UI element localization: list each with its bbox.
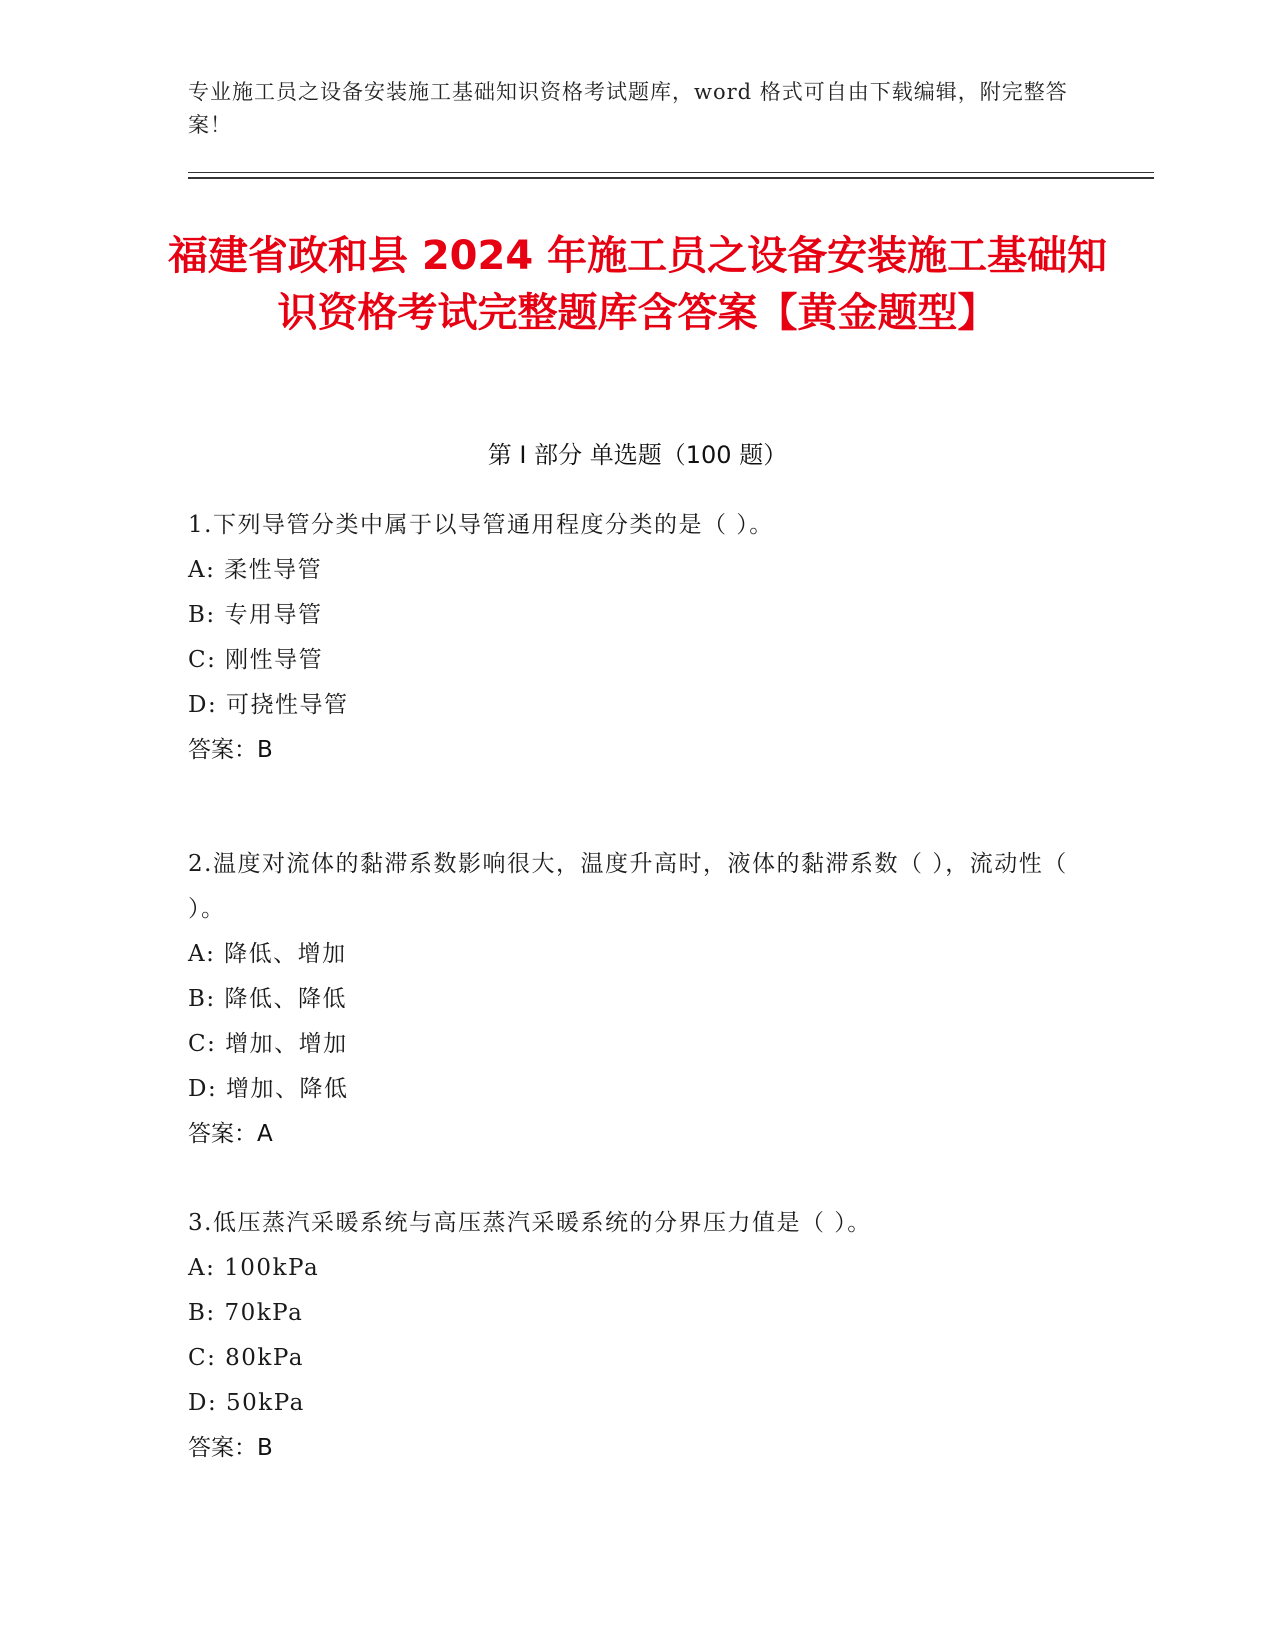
answer-line: 答案：A [188, 1121, 273, 1147]
option-b: B: 专用导管 [188, 602, 323, 628]
option-a: A: 降低、增加 [188, 941, 347, 967]
question-3 [188, 1201, 1088, 1471]
document-title: 福建省政和县 2024 年施工员之设备安装施工基础知识资格考试完整题库含答案【黄金题型】 [167, 233, 1108, 336]
option-d: D: 50kPa [188, 1390, 305, 1416]
section-heading: 第 I 部分 单选题（100 题） [487, 441, 788, 469]
option-a: A: 100kPa [188, 1255, 320, 1281]
question-text: 2.温度对流体的黏滞系数影响很大，温度升高时，液体的黏滞系数（ ），流动性（ ）。 [188, 851, 1068, 922]
option-b: B: 70kPa [188, 1300, 304, 1326]
header-divider-thin [188, 172, 1154, 173]
option-c: C: 刚性导管 [188, 647, 324, 673]
question-1 [188, 503, 1088, 773]
option-c: C: 增加、增加 [188, 1031, 348, 1057]
option-d: D: 可挠性导管 [188, 692, 349, 718]
question-text: 3.低压蒸汽采暖系统与高压蒸汽采暖系统的分界压力值是（ ）。 [188, 1210, 872, 1236]
option-b: B: 降低、降低 [188, 986, 347, 1012]
answer-line: 答案：B [188, 1435, 273, 1461]
question-2 [188, 842, 1088, 1157]
question-text: 1.下列导管分类中属于以导管通用程度分类的是（ ）。 [188, 512, 774, 538]
header-divider-thick [188, 177, 1154, 179]
option-a: A: 柔性导管 [188, 557, 323, 583]
option-c: C: 80kPa [188, 1345, 305, 1371]
answer-line: 答案：B [188, 737, 273, 763]
option-d: D: 增加、降低 [188, 1076, 349, 1102]
header-note: 专业施工员之设备安装施工基础知识资格考试题库，word 格式可自由下载编辑，附完整答案！ [188, 80, 1068, 137]
